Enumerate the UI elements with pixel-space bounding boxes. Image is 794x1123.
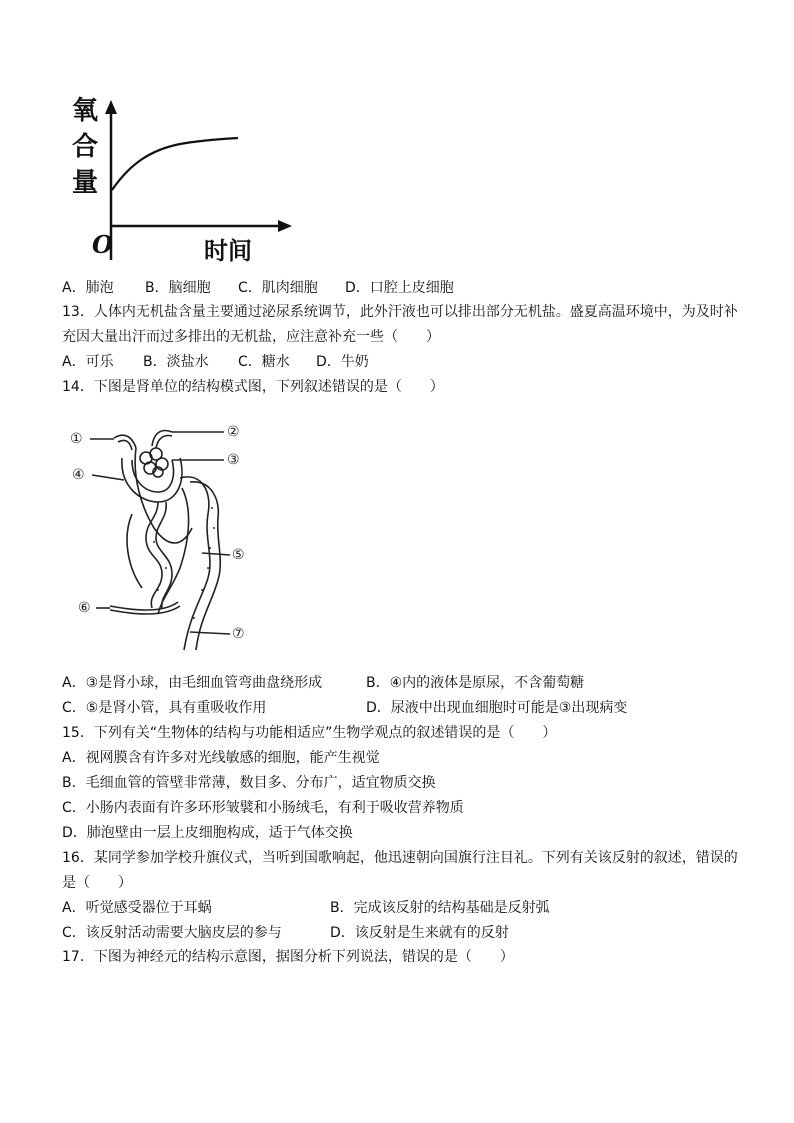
q15-stem: 15．下列有关“生物体的结构与功能相适应”生物学观点的叙述错误的是（ ） — [62, 725, 557, 741]
label-5: ⑤ — [232, 547, 245, 563]
q13-option-d[interactable]: D．牛奶 — [316, 354, 369, 370]
q15-option-b[interactable]: B．毛细血管的管壁非常薄，数目多、分布广，适宜物质交换 — [62, 775, 436, 791]
q17-stem: 17．下图为神经元的结构示意图，据图分析下列说法，错误的是（ ） — [62, 949, 514, 965]
q12-option-a[interactable]: A．肺泡 — [62, 280, 114, 296]
leader-5 — [202, 553, 230, 555]
q16-stem-line2: 是（ ） — [62, 875, 132, 891]
nephron-diagram — [62, 418, 262, 653]
label-7: ⑦ — [232, 626, 245, 642]
q15-option-a[interactable]: A．视网膜含有许多对光线敏感的细胞，能产生视觉 — [62, 750, 380, 766]
oxygen-curve — [112, 138, 238, 190]
label-2: ② — [227, 424, 240, 440]
leader-4 — [92, 475, 124, 480]
label-1: ① — [70, 431, 83, 447]
x-label: 时间 — [204, 236, 252, 265]
y-axis-arrow — [105, 100, 117, 114]
q14-stem: 14．下图是肾单位的结构模式图，下列叙述错误的是（ ） — [62, 379, 444, 395]
q16-option-b[interactable]: B．完成该反射的结构基础是反射弧 — [330, 900, 550, 916]
afferent-arteriole — [114, 435, 136, 448]
collecting-duct — [180, 477, 210, 650]
q13-stem-line1: 13．人体内无机盐含量主要通过泌尿系统调节，此外汗液也可以排出部分无机盐。盛夏高温环境中，为及时补 — [62, 304, 738, 320]
origin-label: O — [92, 230, 113, 259]
q16-stem-line1: 16．某同学参加学校升旗仪式，当听到国歌响起，他迅速朝向国旗行注目礼。下列有关该反射的叙述，错误的 — [62, 850, 738, 866]
q14-option-a[interactable]: A．③是肾小球，由毛细血管弯曲盘绕形成 — [62, 675, 323, 691]
q12-option-c[interactable]: C．肌肉细胞 — [238, 280, 318, 296]
q13-option-a[interactable]: A．可乐 — [62, 354, 114, 370]
oxygen-content-graph — [62, 92, 302, 267]
q12-option-b[interactable]: B．脑细胞 — [145, 280, 211, 296]
q16-option-d[interactable]: D．该反射是生来就有的反射 — [330, 925, 509, 941]
x-axis-arrow — [278, 220, 292, 232]
label-6: ⑥ — [78, 600, 91, 616]
q13-option-c[interactable]: C．糖水 — [238, 354, 290, 370]
q14-option-b[interactable]: B．④内的液体是原尿，不含葡萄糖 — [366, 675, 585, 691]
q16-option-a[interactable]: A．听觉感受器位于耳蜗 — [62, 900, 212, 916]
q13-stem-line2: 充因大量出汗而过多排出的无机盐，应注意补充一些（ ） — [62, 329, 440, 345]
leader-7 — [190, 632, 230, 634]
label-3: ③ — [227, 452, 240, 468]
y-label-char-3: 量 — [72, 168, 99, 198]
y-label-char-1: 氧 — [72, 96, 99, 126]
q14-option-d[interactable]: D．尿液中出现血细胞时可能是③出现病变 — [366, 700, 628, 716]
y-label-char-2: 合 — [72, 132, 99, 162]
q15-option-d[interactable]: D．肺泡壁由一层上皮细胞构成，适于气体交换 — [62, 825, 353, 841]
q14-option-c[interactable]: C．⑤是肾小管，具有重吸收作用 — [62, 700, 267, 716]
q12-option-d[interactable]: D．口腔上皮细胞 — [345, 280, 454, 296]
label-4: ④ — [72, 467, 85, 483]
q13-option-b[interactable]: B．淡盐水 — [143, 354, 209, 370]
q16-option-c[interactable]: C．该反射活动需要大脑皮层的参与 — [62, 925, 282, 941]
renal-vein — [110, 602, 178, 610]
q15-option-c[interactable]: C．小肠内表面有许多环形皱襞和小肠绒毛，有利于吸收营养物质 — [62, 800, 464, 816]
